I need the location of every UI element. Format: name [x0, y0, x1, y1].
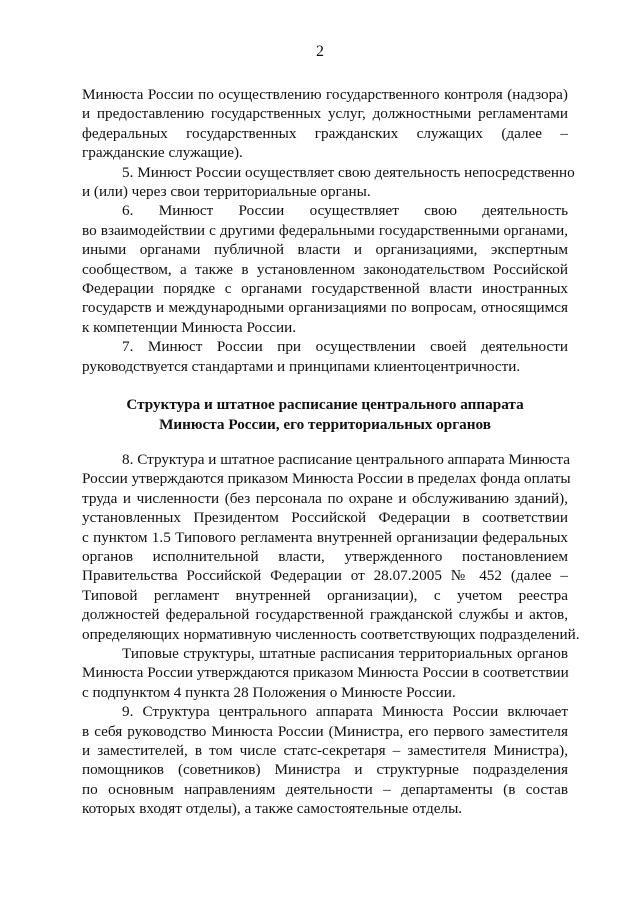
section-heading — [82, 395, 568, 434]
text-line: во взаимодействии с другими федеральными государственными органами, — [82, 221, 568, 239]
text-line: 7. Минюст России при осуществлении своей деятельности — [122, 338, 568, 356]
text-line: в себя руководство Минюста России (Министра, его первого заместителя — [82, 722, 568, 740]
text-line: руководствуется стандартами и принципами клиентоцентричности. — [82, 357, 521, 375]
text-line: сообществом, а также в установленном законодательством Российской — [82, 260, 568, 278]
text-line: к компетенции Минюста России. — [82, 318, 297, 336]
page-number: 2 — [316, 43, 324, 60]
document-body — [82, 85, 580, 819]
text-line: с пунктом 1.5 Типового регламента внутренней организации федеральных — [82, 528, 568, 546]
text-line: по основным направлениям деятельности – департаменты (в состав — [82, 780, 568, 798]
heading-line: Структура и штатное расписание центрального аппарата — [126, 396, 524, 414]
text-line: Федерации порядке с органами государственной власти иностранных — [82, 280, 568, 298]
text-line: Минюста России по осуществлению государственного контроля (надзора) — [82, 86, 568, 103]
text-line: 8. Структура и штатное расписание центрального аппарата Минюста — [122, 450, 570, 468]
paragraph — [82, 85, 568, 163]
paragraph — [82, 702, 568, 818]
text-line: 6. Минюст России осуществляет свою деятельность — [122, 202, 568, 220]
text-line: Типовой регламент внутренней организации), с учетом реестра — [82, 586, 568, 604]
text-line: установленных Президентом Российской Федерации в соответствии — [82, 509, 568, 527]
paragraphs-before-heading — [82, 85, 575, 376]
text-line: которых входят отделы), а также самостоятельные отделы. — [82, 800, 463, 818]
paragraph — [82, 163, 575, 202]
heading-line: Минюста России, его территориальных органов — [159, 415, 491, 433]
text-line: 9. Структура центрального аппарата Минюста России включает — [122, 703, 568, 721]
text-line: России утверждаются приказом Минюста России в пределах фонда оплаты — [82, 470, 571, 488]
text-line: Правительства Российской Федерации от 28.07.2005 № 452 (далее – — [82, 567, 568, 585]
text-line: с подпунктом 4 пункта 28 Положения о Минюсте России. — [82, 683, 456, 701]
text-line: государств и международными организациями по вопросам, относящимся — [82, 299, 568, 317]
text-line: 5. Минюст России осуществляет свою деятельность непосредственно — [122, 163, 575, 181]
paragraph — [82, 201, 568, 337]
text-line: труда и численности (без персонала по охране и обслуживанию зданий), — [82, 489, 568, 507]
text-line: должностей федеральной государственной гражданской службы и актов, — [82, 606, 568, 624]
text-line: и (или) через свои территориальные органы. — [82, 183, 371, 201]
text-line: и заместителей, в том числе статс-секретаря – заместителя Министра), — [82, 742, 568, 759]
text-line: Минюста России утверждаются приказом Минюста России в соответствии — [82, 664, 569, 682]
text-line: и предоставлению государственных услуг, должностными регламентами — [82, 105, 568, 123]
text-line: органов исполнительной власти, утвержденного постановлением — [82, 547, 568, 565]
text-line: иными органами публичной власти и организациями, экспертным — [82, 241, 568, 259]
text-line: гражданские служащие). — [82, 144, 243, 162]
text-line: помощников (советников) Министра и структурные подразделения — [82, 761, 568, 779]
text-line: Типовые структуры, штатные расписания территориальных органов — [122, 644, 568, 662]
paragraphs-after-heading — [82, 450, 580, 819]
text-line: федеральных государственных гражданских служащих (далее – — [82, 124, 568, 142]
paragraph — [82, 450, 580, 644]
paragraph — [82, 644, 568, 702]
paragraph — [82, 337, 568, 376]
text-line: определяющих нормативную численность соответствующих подразделений. — [82, 625, 580, 643]
